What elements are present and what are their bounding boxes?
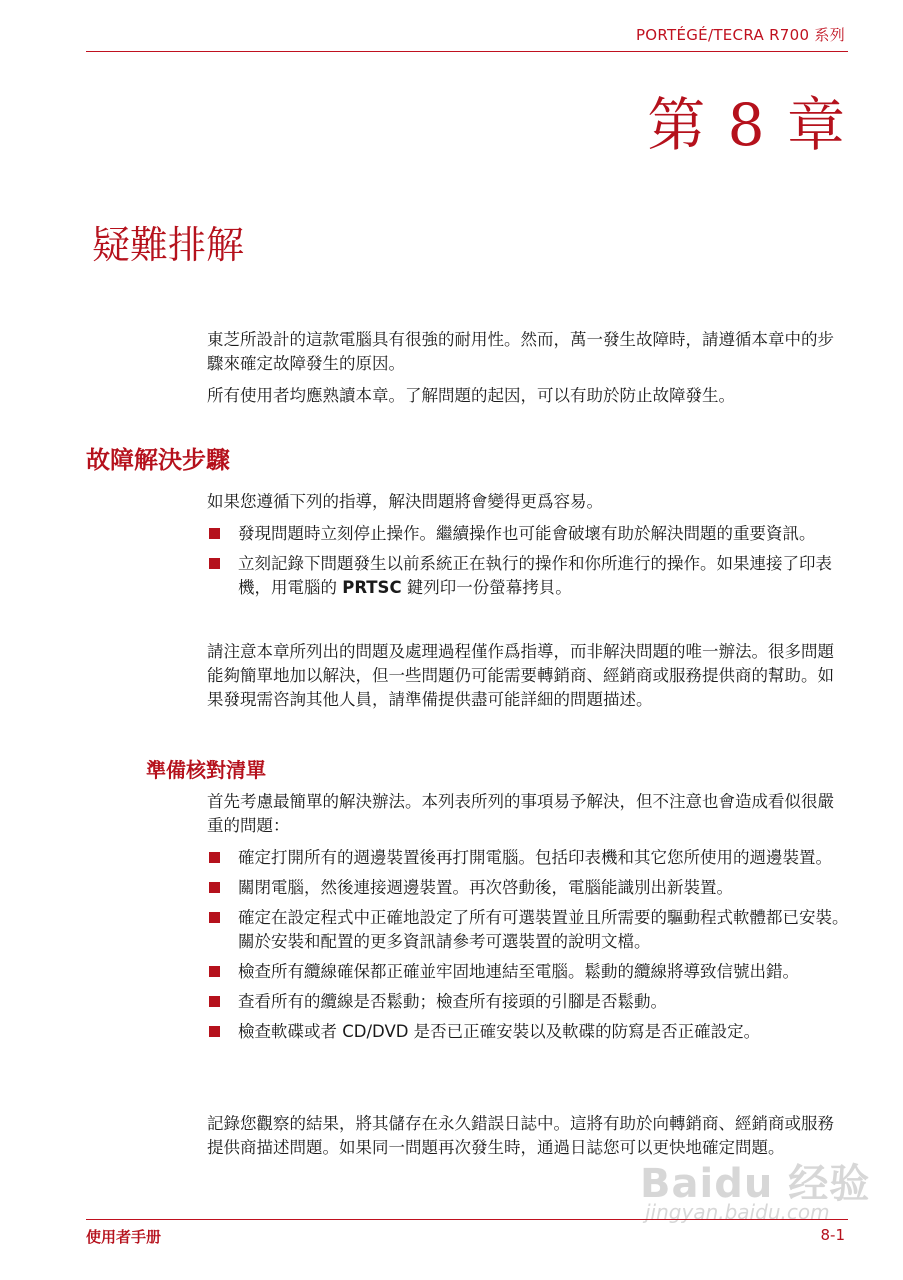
bullet-square-icon <box>209 1026 220 1037</box>
baidu-watermark-url: jingyan.baidu.com <box>645 1200 830 1224</box>
section1-note-paragraph: 請注意本章所列出的問題及處理過程僅作爲指導，而非解決問題的唯一辦法。很多問題能夠簡單地加以解決，但一些問題仍可能需要轉銷商、經銷商或服務提供商的幫助。如果發現需咨詢其他人員，請準備提供盡可能詳細的問題描述。 <box>207 642 834 709</box>
header-divider <box>86 51 848 52</box>
section1-bullet-list <box>207 522 849 600</box>
footer-manual-title: 使用者手册 <box>86 1228 162 1246</box>
footer-page-number: 8-1 <box>820 1226 845 1244</box>
list-item-text: 確定打開所有的週邊裝置後再打開電腦。包括印表機和其它您所使用的週邊裝置。 <box>238 848 832 867</box>
section-heading-checklist: 準備核對清單 <box>146 758 266 782</box>
list-item <box>207 846 849 870</box>
list-item <box>207 876 849 900</box>
section1-lead: 如果您遵循下列的指導，解決問題將會變得更爲容易。 <box>207 492 603 511</box>
list-item-text: 發現問題時立刻停止操作。繼續操作也可能會破壞有助於解決問題的重要資訊。 <box>238 524 816 543</box>
list-item <box>207 906 849 954</box>
bullet-square-icon <box>209 558 220 569</box>
list-item <box>207 990 849 1014</box>
list-item <box>207 1020 849 1044</box>
section-heading-troubleshooting-steps: 故障解決步驟 <box>86 446 230 474</box>
list-item-text: 檢查所有纜線確保都正確並牢固地連結至電腦。鬆動的纜線將導致信號出錯。 <box>238 962 799 981</box>
list-item <box>207 522 849 546</box>
list-item-text: 關閉電腦，然後連接週邊裝置。再次啓動後，電腦能識別出新裝置。 <box>238 878 733 897</box>
section2-bullet-list <box>207 846 849 1044</box>
list-item-text: 查看所有的纜線是否鬆動；檢查所有接頭的引腳是否鬆動。 <box>238 992 667 1011</box>
bullet-square-icon <box>209 528 220 539</box>
intro-paragraph-1: 東芝所設計的這款電腦具有很強的耐用性。然而，萬一發生故障時，請遵循本章中的步驟來確定故障發生的原因。 <box>207 330 834 373</box>
footer-divider <box>86 1219 848 1220</box>
list-item-text: 檢查軟碟或者 CD/DVD 是否已正確安裝以及軟碟的防寫是否正確設定。 <box>238 1022 761 1041</box>
intro-paragraph-2: 所有使用者均應熟讀本章。了解問題的起因，可以有助於防止故障發生。 <box>207 386 735 405</box>
list-item <box>207 552 849 600</box>
bullet-square-icon <box>209 912 220 923</box>
page-title: 疑難排解 <box>92 223 245 267</box>
list-item-text-end: 鍵列印一份螢幕拷貝。 <box>401 578 572 597</box>
chapter-number: 第 8 章 <box>647 91 847 159</box>
list-item-text: 立刻記錄下問題發生以前系統正在執行的操作和你所進行的操作。如果連接了印表機，用電腦的 <box>238 554 832 597</box>
prtsc-key-label: PRTSC <box>342 578 402 597</box>
bullet-square-icon <box>209 996 220 1007</box>
section2-lead: 首先考慮最簡單的解決辦法。本列表所列的事項易予解決，但不注意也會造成看似很嚴重的問題： <box>207 792 834 835</box>
section2-closing-paragraph: 記錄您觀察的結果，將其儲存在永久錯誤日誌中。這將有助於向轉銷商、經銷商或服務提供商描述問題。如果同一問題再次發生時，通過日誌您可以更快地確定問題。 <box>207 1114 834 1157</box>
header-series-title: PORTÉGÉ/TECRA R700 系列 <box>635 26 845 44</box>
bullet-square-icon <box>209 966 220 977</box>
baidu-watermark-logo: Baidu 经验 <box>640 1161 871 1207</box>
bullet-square-icon <box>209 852 220 863</box>
list-item <box>207 960 849 984</box>
list-item-text: 確定在設定程式中正確地設定了所有可選裝置並且所需要的驅動程式軟體都已安裝。關於安裝和配置的更多資訊請參考可選裝置的說明文檔。 <box>238 908 849 951</box>
bullet-square-icon <box>209 882 220 893</box>
